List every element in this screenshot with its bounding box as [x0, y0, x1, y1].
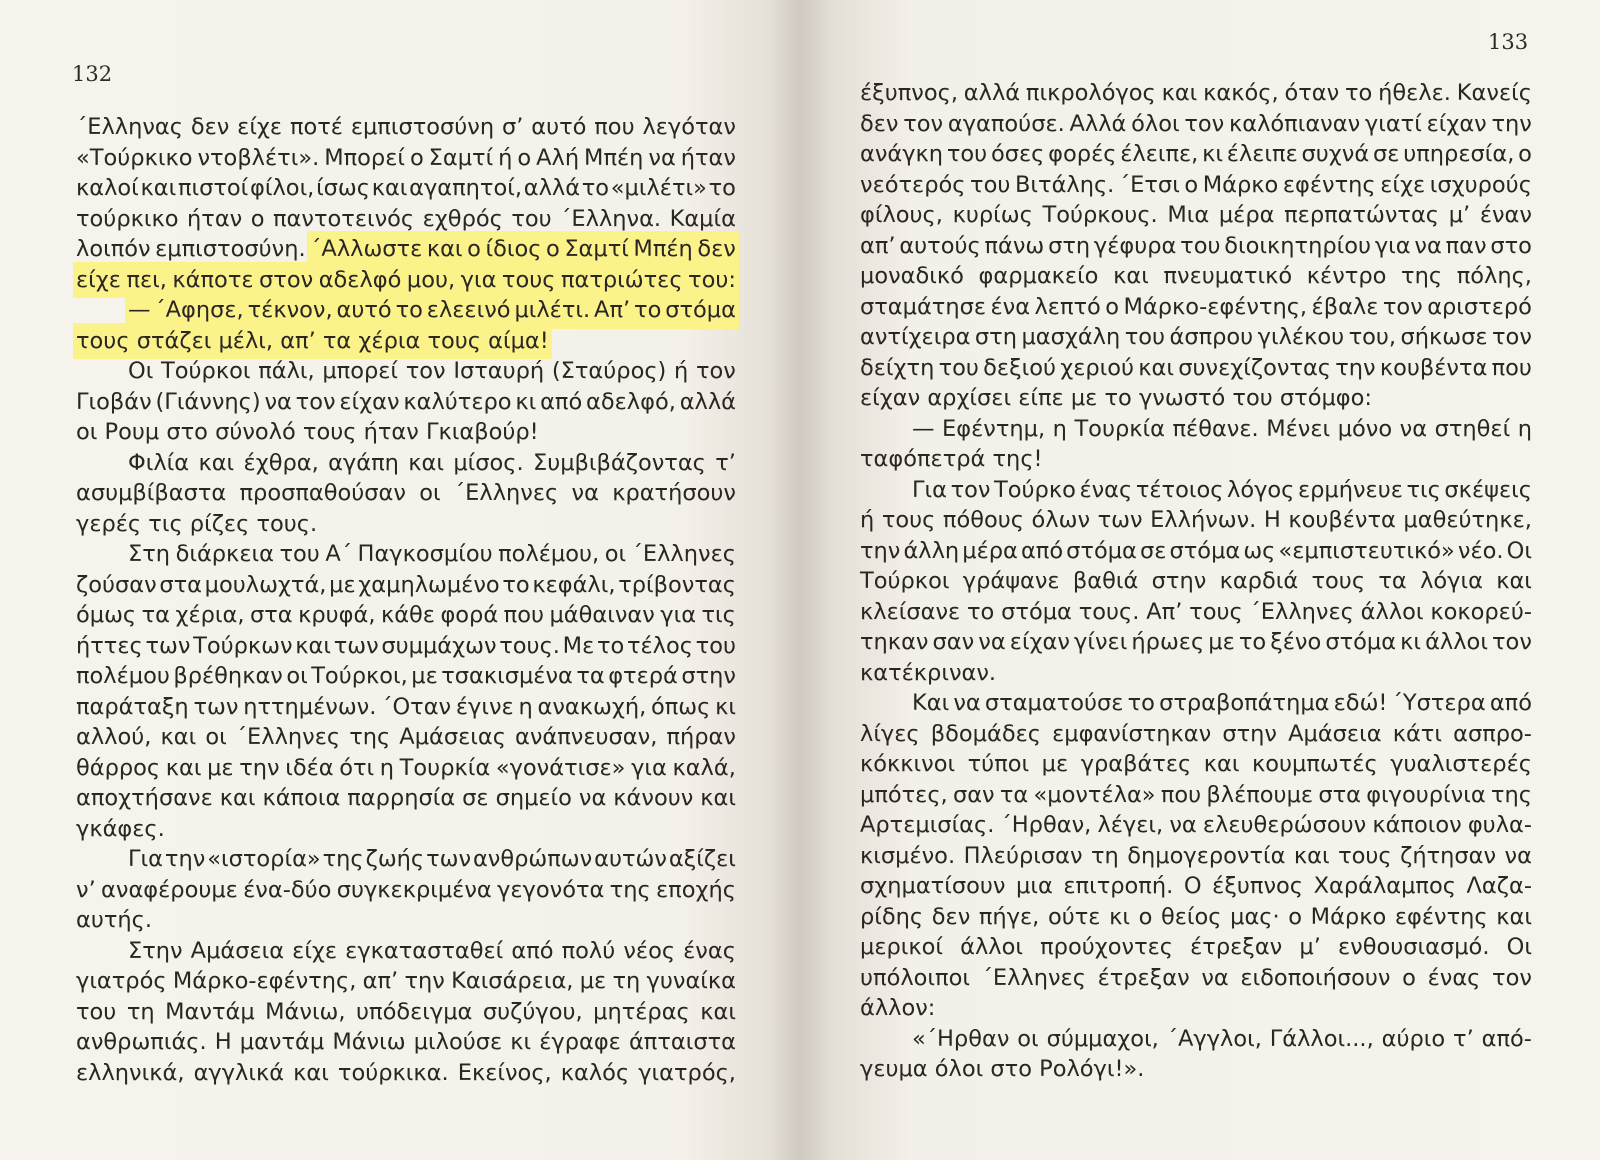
text-line: σταμάτησε ένα λεπτό ο Μάρκο-εφέντης, έβαλε τον αριστερό — [860, 293, 1532, 320]
text-line: ΄Ελληνας δεν είχε ποτέ εμπιστοσύνη σ’ αυτό που λεγόταν — [76, 114, 736, 140]
text-line: είχαν αρχίσει είπε με το γνωστό του στόμφο: — [860, 385, 1372, 411]
text-line: παράταξη των ηττημένων. ΄Οταν έγινε η ανακωχή, όπως κι — [76, 693, 736, 720]
text-line: κόκκινοι τύποι με γραβάτες και κουμπωτές γυαλιστερές — [860, 751, 1532, 777]
text-line: Για τον Τούρκο ένας τέτοιος λόγος ερμήνευε τις σκέψεις — [912, 476, 1532, 503]
text-line: «΄Ηρθαν οι σύμμαχοι, ΄Αγγλοι, Γάλλοι..., αύριο τ’ από- — [912, 1025, 1532, 1052]
text-line: δείχτη του δεξιού χεριού και συνεχίζοντας την κουβέντα που — [860, 354, 1532, 381]
text-line: μερικοί άλλοι προύχοντες έτρεξαν μ’ ενθουσιασμό. Οι — [860, 934, 1532, 960]
text-line: την άλλη μέρα από στόμα σε στόμα ως «εμπιστευτικό» νέο. Οι — [860, 537, 1532, 564]
text-line: υπόλοιποι ΄Ελληνες έτρεξαν να ειδοποιήσουν ο ένας τον — [860, 964, 1532, 991]
text-line: Γιοβάν (Γιάννης) να τον είχαν καλύτερο κι από αδελφό, αλλά — [76, 388, 736, 415]
text-line: τούρκικο ήταν ο παντοτεινός εχθρός του ΄Ελληνα. Καμία — [76, 205, 736, 232]
text-line: ταφόπετρά της! — [860, 446, 1043, 472]
text-line: ανθρωπιάς. Η μαντάμ Μάνιω μιλούσε κι έγραφε άπταιστα — [76, 1029, 736, 1055]
text-line: Και να σταματούσε το στραβοπάτημα εδώ! ΄Υστερα από — [912, 690, 1532, 716]
text-line: είχε πει, κάποτε στον αδελφό μου, για τους πατριώτες του: — [76, 265, 736, 296]
text-line: καλοί και πιστοί φίλοι, ίσως και αγαπητοί, αλλά το «μιλέτι» το — [76, 175, 736, 201]
text-line: Αρτεμισίας. ΄Ηρθαν, λέγει, να ελευθερώσουν κάποιον φυλα- — [860, 812, 1532, 838]
text-line: «Τούρκικο ντοβλέτι». Μπορεί ο Σαμτί ή ο Αλή Μπέη να ήταν — [76, 144, 736, 171]
text-line: Για την «ιστορία» της ζωής των ανθρώπων αυτών αξίζει — [128, 846, 736, 872]
text-line: ασυμβίβαστα προσπαθούσαν οι ΄Ελληνες να κρατήσουν — [76, 480, 736, 506]
text-line: Στη διάρκεια του Α΄ Παγκοσμίου πολέμου, οι ΄Ελληνες — [128, 541, 736, 567]
text-line: κισμένο. Πλεύρισαν τη δημογεροντία και τους ζήτησαν να — [860, 842, 1532, 869]
text-line: ελληνικά, αγγλικά και τούρκικα. Εκείνος, καλός γιατρός, — [76, 1059, 736, 1086]
left-page-text — [76, 112, 736, 1088]
text-line: Στην Αμάσεια είχε εγκατασταθεί από πολύ νέος ένας — [128, 937, 736, 964]
text-line: όμως τα χέρια, στα κρυφά, κάθε φορά που μάθαιναν για τις — [76, 602, 736, 628]
text-line: ν’ αναφέρουμε ένα-δύο συγκεκριμένα γεγονότα της εποχής — [76, 876, 736, 903]
text-line: γιατρός Μάρκο-εφέντης, απ’ την Καισάρεια, με τη γυναίκα — [76, 968, 736, 994]
text-line: λίγες βδομάδες εμφανίστηκαν στην Αμάσεια κάτι ασπρο- — [860, 720, 1532, 747]
right-page — [800, 0, 1600, 1160]
text-line: έξυπνος, αλλά πικρολόγος και κακός, όταν το ήθελε. Κανείς — [860, 80, 1532, 106]
text-line: μπότες, σαν τα «μοντέλα» που βλέπουμε στα φιγουρίνια της — [860, 781, 1532, 808]
text-line: ανάγκη του όσες φορές έλειπε, κι έλειπε συχνά σε υπηρεσία, ο — [860, 141, 1532, 167]
text-line: κλείσανε το στόμα τους. Απ’ τους ΄Ελληνες άλλοι κοκορεύ- — [860, 598, 1532, 625]
text-line: αυτής. — [76, 907, 153, 933]
text-line: ήττες των Τούρκων και των συμμάχων τους. Με το τέλος του — [76, 632, 736, 659]
text-line: απ’ αυτούς πάνω στη γέφυρα του διοικητηρίου για να παν στο — [860, 232, 1532, 259]
text-line: ή τους πόθους όλων των Ελλήνων. Η κουβέντα μαθεύτηκε, — [860, 507, 1532, 533]
text-line: οι Ρουμ στο σύνολό τους ήταν Γκιαβούρ! — [76, 419, 539, 445]
text-line: σχηματίσουν μια επιτροπή. Ο έξυπνος Χαράλαμπος Λαζα- — [860, 873, 1532, 899]
text-line: άλλον: — [860, 995, 936, 1021]
text-line: θάρρος και με την ιδέα ότι η Τουρκία «γονάτισε» για καλά, — [76, 754, 736, 781]
text-line: γκάφες. — [76, 815, 165, 842]
text-line: Τούρκοι γράψανε βαθιά στην καρδιά τους τα λόγια και — [860, 568, 1532, 594]
text-line: αντίχειρα στη μασχάλη του άσπρου γιλέκου του, σήκωσε τον — [860, 324, 1532, 350]
text-line: γευμα όλοι στο Ρολόγι!». — [860, 1056, 1145, 1082]
text-line: φίλους, κυρίως Τούρκους. Μια μέρα περπατώντας μ’ έναν — [860, 202, 1532, 228]
text-line: τους στάζει μέλι, απ’ τα χέρια τους αίμα! — [76, 326, 736, 357]
text-line: λοιπόν εμπιστοσύνη. ΄Αλλωστε και ο ίδιος ο Σαμτί Μπέη δεν — [76, 234, 736, 265]
text-line: Οι Τούρκοι πάλι, μπορεί τον Ισταυρή (Σταύρος) ή τον — [128, 358, 736, 384]
text-line: γερές τις ρίζες τους. — [76, 510, 318, 537]
right-page-text — [860, 78, 1532, 1085]
text-line: μοναδικό φαρμακείο και πνευματικό κέντρο της πόλης, — [860, 263, 1532, 289]
text-line: — ΄Αφησε, τέκνον, αυτό το ελεεινό μιλέτι. Απ’ το στόμα — [76, 295, 736, 326]
text-line: Φιλία και έχθρα, αγάπη και μίσος. Συμβιβάζοντας τ’ — [128, 449, 736, 476]
text-line: του τη Μαντάμ Μάνιω, υπόδειγμα συζύγου, μητέρας και — [76, 998, 736, 1025]
text-line: ζούσαν στα μουλωχτά, με χαμηλωμένο το κεφάλι, τρίβοντας — [76, 571, 736, 598]
text-line: δεν τον αγαπούσε. Αλλά όλοι τον καλόπιαναν γιατί είχαν την — [860, 110, 1532, 137]
text-line: ρίδης δεν πήγε, ούτε κι ο θείος μας· ο Μάρκο εφέντης και — [860, 903, 1532, 930]
text-line: αποχτήσανε και κάποια παρρησία σε σημείο να κάνουν και — [76, 785, 736, 811]
text-line: — Εφέντημ, η Τουρκία πέθανε. Μένει μόνο να στηθεί η — [912, 415, 1532, 442]
page-number-left: 132 — [72, 62, 113, 86]
text-line: τηκαν σαν να είχαν γίνει ήρωες με το ξένο στόμα κι άλλοι τον — [860, 629, 1532, 655]
text-line: πολέμου βρέθηκαν οι Τούρκοι, με τσακισμένα τα φτερά στην — [76, 663, 736, 689]
text-line: κατέκριναν. — [860, 659, 997, 686]
text-line: νεότερός του Βιτάλης. ΄Ετσι ο Μάρκο εφέντης είχε ισχυρούς — [860, 171, 1532, 198]
page-number-right: 133 — [1488, 30, 1529, 54]
text-line: αλλού, και οι ΄Ελληνες της Αμάσειας ανάπνευσαν, πήραν — [76, 724, 736, 750]
